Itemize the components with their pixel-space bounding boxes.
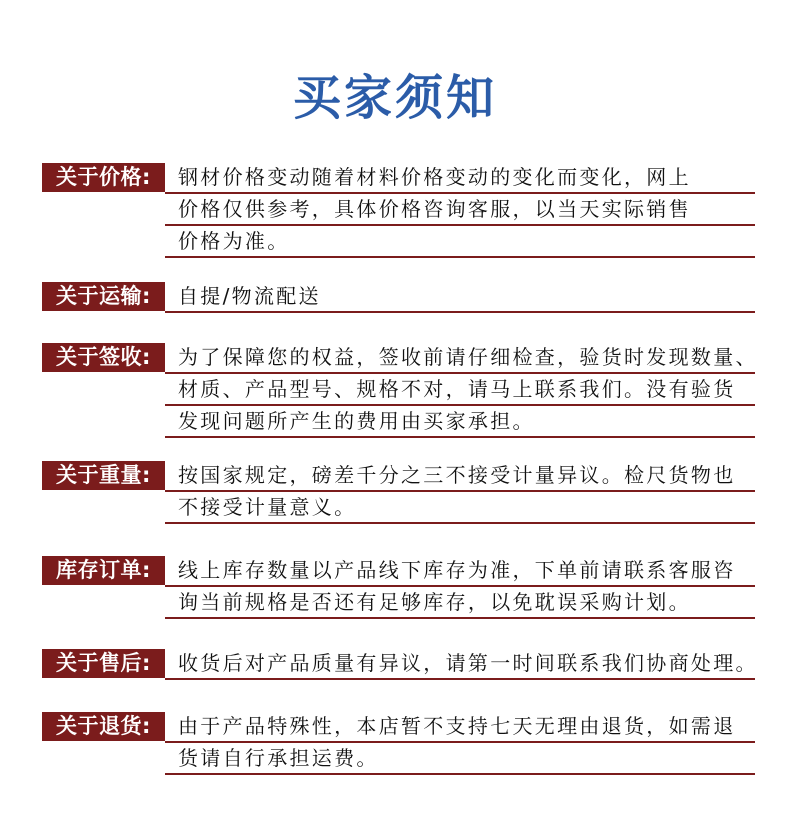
text-line: 线上库存数量以产品线下库存为准，下单前请联系客服咨 — [165, 555, 755, 587]
section-body-after-sales — [165, 648, 758, 680]
text-line: 收货后对产品质量有异议，请第一时间联系我们协商处理。 — [165, 648, 755, 680]
section-label-receipt: 关于签收: — [42, 343, 165, 372]
section-body-weight — [165, 460, 755, 524]
section-body-receipt — [165, 342, 758, 438]
text-line: 询当前规格是否还有足够库存，以免耽误采购计划。 — [165, 587, 755, 619]
section-label-inventory: 库存订单: — [42, 556, 165, 585]
section-label-returns: 关于退货: — [42, 712, 165, 741]
text-line: 不接受计量意义。 — [165, 492, 755, 524]
text-line: 价格为准。 — [165, 226, 755, 258]
text-line: 材质、产品型号、规格不对，请马上联系我们。没有验货 — [165, 374, 755, 406]
section-body-shipping — [165, 281, 755, 313]
section-label-after-sales: 关于售后: — [42, 649, 165, 678]
page-title: 买家须知 — [292, 70, 497, 126]
text-line: 自提/物流配送 — [165, 281, 755, 313]
section-label-price: 关于价格: — [42, 163, 165, 192]
section-body-inventory — [165, 555, 755, 619]
text-line: 价格仅供参考，具体价格咨询客服，以当天实际销售 — [165, 194, 755, 226]
section-body-price — [165, 162, 755, 258]
text-line: 按国家规定，磅差千分之三不接受计量异议。检尺货物也 — [165, 460, 755, 492]
section-label-shipping: 关于运输: — [42, 282, 165, 311]
section-body-returns — [165, 711, 755, 775]
section-label-weight: 关于重量: — [42, 461, 165, 490]
text-line: 发现问题所产生的费用由买家承担。 — [165, 406, 755, 438]
text-line: 货请自行承担运费。 — [165, 743, 755, 775]
text-line: 由于产品特殊性，本店暂不支持七天无理由退货，如需退 — [165, 711, 755, 743]
text-line: 钢材价格变动随着材料价格变动的变化而变化，网上 — [165, 162, 755, 194]
text-line: 为了保障您的权益，签收前请仔细检查，验货时发现数量、 — [165, 342, 755, 374]
